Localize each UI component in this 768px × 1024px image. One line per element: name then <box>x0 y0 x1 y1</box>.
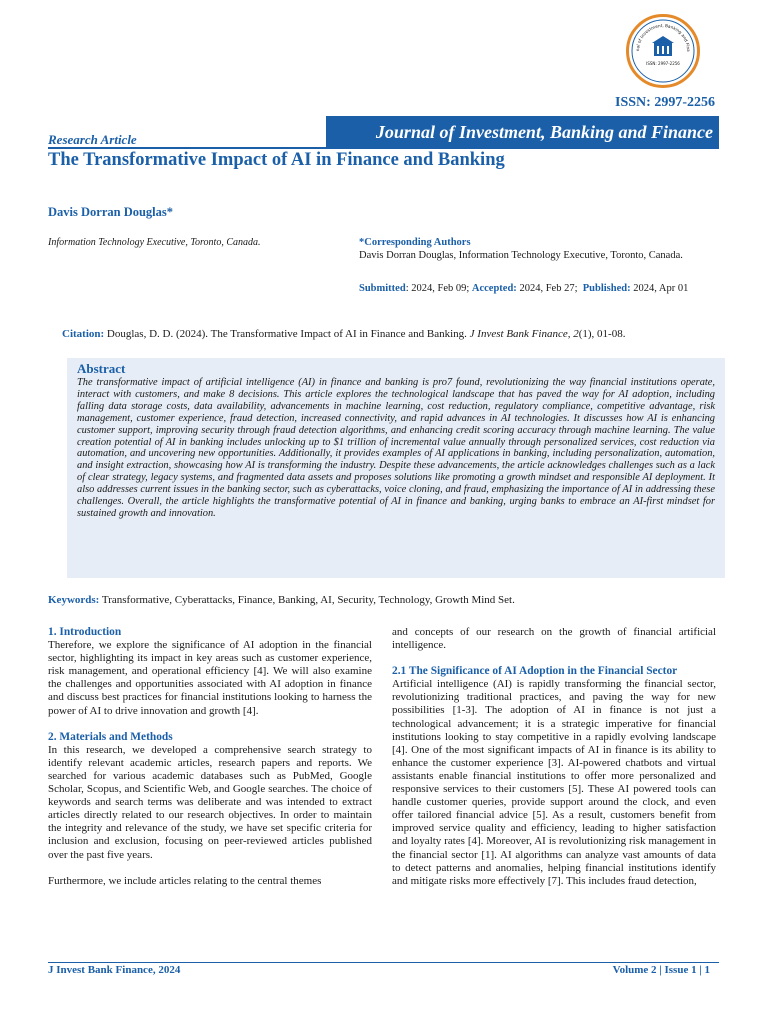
header-rule <box>48 147 719 149</box>
author-affiliation: Information Technology Executive, Toronto, Canada. <box>48 237 261 248</box>
svg-text:ISSN: 2997-2256: ISSN: 2997-2256 <box>646 61 680 66</box>
journal-seal-icon <box>630 18 696 84</box>
footer-page-info: Volume 2 | Issue 1 | 1 <box>612 964 710 976</box>
section-1-text: Therefore, we explore the significance of AI adoption in the financial sector, highlighting its impact in key areas such as customer experience, risk management, and operational efficiency [4]. We will also examine the challenges and opportunities associated with AI adoption in finance and discuss best practices for financial institutions looking to harness the power of AI to drive innovation and growth [4]. <box>48 639 372 717</box>
abstract-box <box>67 358 725 578</box>
section-2-text: In this research, we developed a comprehensive search strategy to identify relevant academic articles, research papers and reports. We searched for various academic databases such as PubMed, Google Scholar, Scopus, and Scientific Web, and Google searches. The choice of keywords and search terms was deliberate and was intended to extract articles directly related to our research objectives. In order to maintain the integrity and relevance of the study, we have set specific criteria for inclusion and exclusion, focusing on peer-reviewed articles published over the past five years. <box>48 743 372 861</box>
corresponding-author-block <box>359 237 724 261</box>
section-2-1-text: Artificial intelligence (AI) is rapidly transforming the financial sector, revolutionizing traditional practices, and paving the way for new possibilities [1-3]. The adoption of AI in finance is not just a technological advancement; it is a strategic imperative for financial institutions looking to stay competitive in a rapidly evolving landscape [4]. One of the most significant impacts of AI in finance is its ability to enhance the customer experience [3]. AI-powered chatbots and virtual assistants enable financial institutions to offer more personalized and responsive services to their customers [5]. These AI powered tools can handle customer queries, provide support around the clock, and even offer tailored financial advice [5]. As a result, customers benefit from improved service quality and efficiency, leading to higher satisfaction and loyalty rates [4]. Moreover, AI is revolutionizing risk management in the financial sector [1]. AI algorithms can analyze vast amounts of data to detect patterns and anomalies, helping financial institutions identify and mitigate risks more effectively [7]. This includes fraud detection, <box>392 678 716 887</box>
abstract-heading: Abstract <box>77 361 126 376</box>
section-2-text-continued: Furthermore, we include articles relating to the central themes <box>48 874 322 887</box>
citation <box>62 328 625 340</box>
citation-journal: J Invest Bank Finance, 2 <box>469 328 579 340</box>
article-type-label: Research Article <box>48 132 137 147</box>
accepted-date: 2024, Feb 27; <box>516 283 578 294</box>
publication-dates <box>359 283 688 294</box>
journal-banner <box>326 116 719 148</box>
body-column-right <box>392 626 716 888</box>
footer-journal: J Invest Bank Finance, 2024 <box>48 964 181 976</box>
published-date: 2024, Apr 01 <box>630 283 689 294</box>
author-name: Davis Dorran Douglas* <box>48 205 174 219</box>
abstract-text: The transformative impact of artificial intelligence (AI) in finance and banking is pro7 found, revolutionizing the way financial institutions operate, interact with customers, and make 8 decisions. This article explores the technological landscape that has paved the way for AI adoption, including falling data storage costs, data availability, advancements in machine learning, cost reduction, regulatory compliance, competitive advantage, risk management, customer experience, fraud detection, increased connectivity, and rapid advances in AI technologies. It discusses how AI is enhancing customer support, improving security through fraud detection algorithms, and enhancing credit scoring accuracy through machine learning. The value creation potential of AI in banking includes unlocking up to $1 trillion of incremental value annually through personalized services, cost reduction via automation, and uncovering new opportunities. Additionally, it provides examples of AI applications in banking, including personalization, automation, and insight extraction, showcasing how AI is transforming the industry. Despite these advancements, the article acknowledges challenges such as a lack of clear strategy, legacy systems, and fragmented data assets and proposes solutions like promoting a growth mindset and responsible AI deployment. It also addresses current issues in the banking sector, such as cyberattacks, voice cloning, and fraud, emphasizing the importance of AI in addressing these challenges. Overall, the article highlights the transformative potential of AI in finance and banking, urging banks to embrace an AI-first mindset for sustained growth and innovation. <box>77 377 715 519</box>
citation-label: Citation: <box>62 328 105 340</box>
journal-name: Journal of Investment, Banking and Finance <box>375 121 713 142</box>
accepted-label: Accepted: <box>471 283 517 294</box>
body-column-left <box>48 626 372 888</box>
keywords <box>48 594 515 606</box>
corresponding-author-label: *Corresponding Authors <box>359 237 471 248</box>
keywords-text: Transformative, Cyberattacks, Finance, Banking, AI, Security, Technology, Growth Mind Set. <box>99 594 515 606</box>
svg-text:Journal of Investment, Banking: nal of Investment, Banking and Fina <box>634 22 692 52</box>
keywords-label: Keywords: <box>48 594 100 606</box>
paper-title: The Transformative Impact of AI in Finance and Banking <box>48 150 505 170</box>
section-1-heading: 1. Introduction <box>48 626 122 638</box>
citation-text: Douglas, D. D. (2024). The Transformative Impact of AI in Finance and Banking. <box>104 328 470 340</box>
section-2-text-right: and concepts of our research on the growth of financial artificial intelligence. <box>392 626 716 652</box>
issn-number: ISSN: 2997-2256 <box>615 95 715 110</box>
citation-issue: (1), 01-08. <box>578 328 626 340</box>
published-label: Published: <box>582 283 631 294</box>
journal-seal-logo <box>626 14 700 88</box>
footer-rule <box>48 962 719 963</box>
section-2-1-heading: 2.1 The Significance of AI Adoption in the Financial Sector <box>392 665 678 678</box>
section-2-heading: 2. Materials and Methods <box>48 730 173 743</box>
corresponding-author-detail: Davis Dorran Douglas, Information Technology Executive, Toronto, Canada. <box>359 250 683 261</box>
submitted-date: : 2024, Feb 09; <box>405 283 470 294</box>
submitted-label: Submitted <box>359 283 406 294</box>
